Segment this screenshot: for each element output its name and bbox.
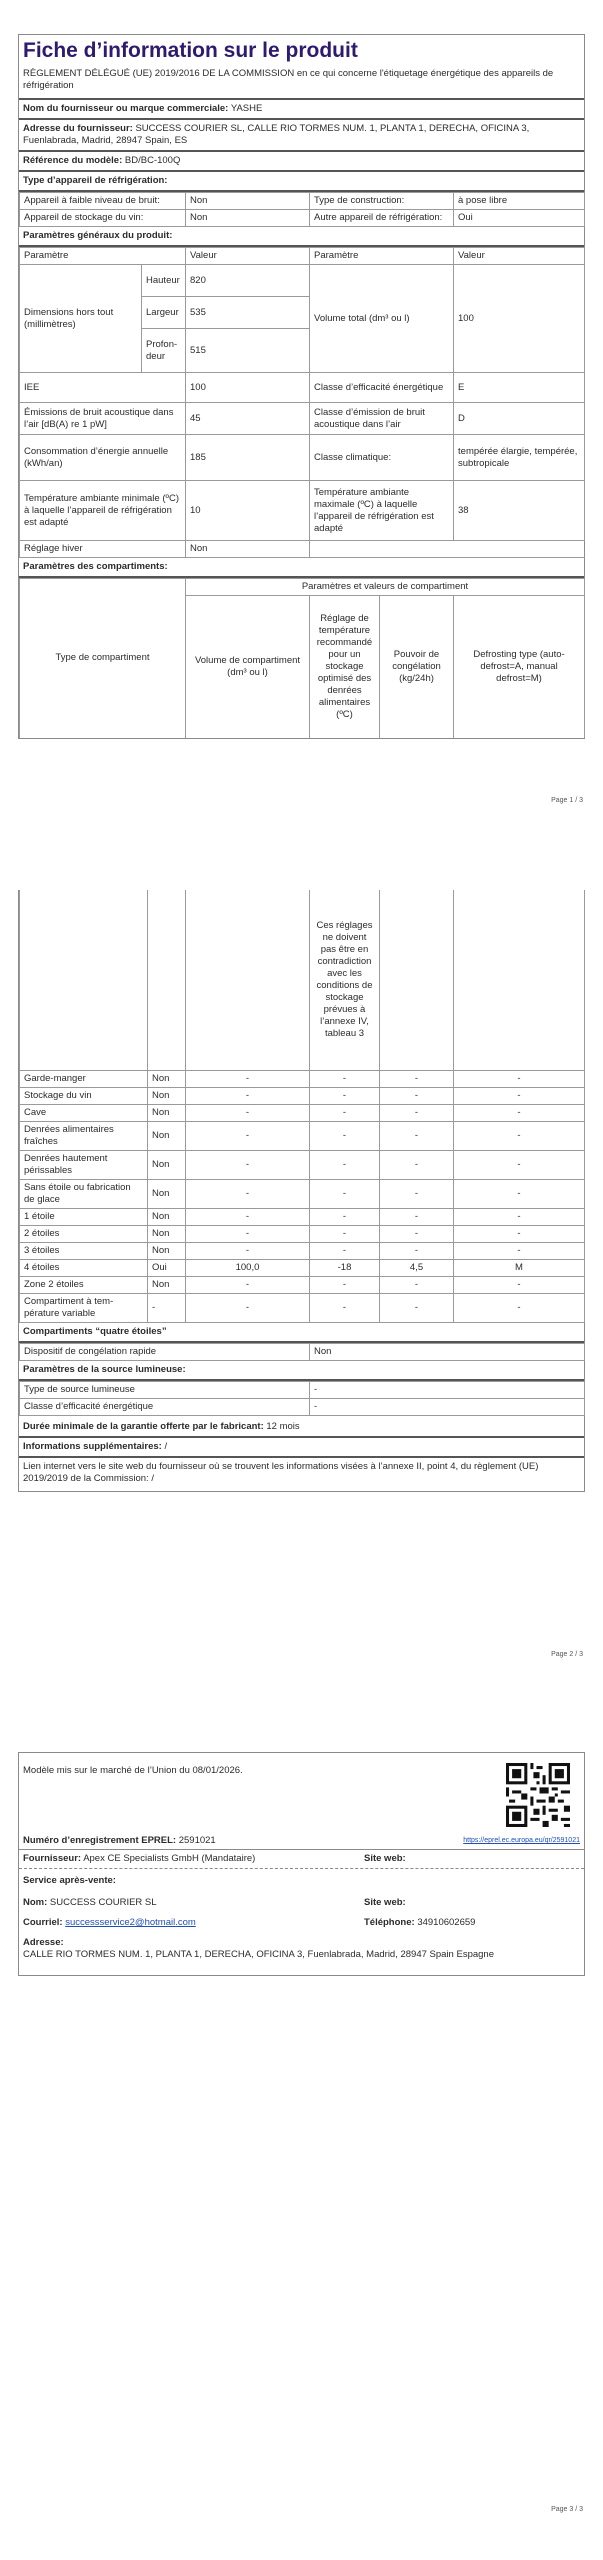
compartment-freeze-cell: 4,5 [380, 1259, 454, 1276]
compartment-present-cell: Non [148, 1104, 186, 1121]
compartment-row [20, 1121, 585, 1150]
winter-label: Réglage hiver [20, 541, 186, 558]
iee-label: IEE [20, 373, 186, 403]
compartment-row [20, 1225, 585, 1242]
compartment-temp-cell: - [310, 1208, 380, 1225]
compartment-temp-cell: - [310, 1104, 380, 1121]
compartment-present-cell: Non [148, 1070, 186, 1087]
after-sales-block [19, 1869, 584, 1975]
other-label: Autre appareil de réfrigération: [310, 210, 454, 227]
compartment-freeze-cell: - [380, 1087, 454, 1104]
compartment-volume-cell: - [186, 1242, 310, 1259]
supplier-link-row [19, 1458, 584, 1491]
noise-value: 45 [186, 403, 310, 435]
compartment-present-cell: Non [148, 1179, 186, 1208]
compartment-name-cell: Stockage du vin [20, 1087, 148, 1104]
height-value: 820 [186, 265, 310, 297]
model-label: Référence du modèle: [23, 155, 123, 166]
cont-type-cell [20, 890, 148, 1070]
compartment-row [20, 1259, 585, 1276]
compartment-present-cell: - [148, 1293, 186, 1322]
eprel-link[interactable]: https://eprel.ec.europa.eu/qr/2591021 [463, 1837, 580, 1844]
eff-class-value: E [454, 373, 585, 403]
eprel-row [23, 1835, 216, 1846]
eprel-value: 2591021 [178, 1835, 216, 1846]
cont-present-cell [148, 890, 186, 1070]
after-sales-heading: Service après-vente: [23, 1875, 116, 1886]
eff-class-label: Classe d’efficacité énergétique [310, 373, 454, 403]
qr-code-icon[interactable] [506, 1763, 570, 1827]
compartment-row [20, 1276, 585, 1293]
compartment-freeze-cell: - [380, 1225, 454, 1242]
supplier-address-row [19, 120, 584, 152]
col-volume-header: Volume de compartiment (dm³ ou l) [186, 596, 310, 738]
max-temp-label: Température ambiante maximale (ºC) à laquelle l’appareil de réfrigération est adapté [310, 481, 454, 541]
depth-value: 515 [186, 329, 310, 373]
compartment-defrost-cell: - [454, 1179, 585, 1208]
volume-value: 100 [454, 265, 585, 373]
compartment-row [20, 1179, 585, 1208]
supplier-address-label: Adresse du fournisseur: [23, 123, 133, 134]
compartment-freeze-cell: - [380, 1104, 454, 1121]
warranty-label: Durée minimale de la garantie offerte par le fabricant: [23, 1420, 264, 1432]
compartment-volume-cell: - [186, 1179, 310, 1208]
supplier-name-label: Nom du fournisseur ou marque commerciale: [23, 103, 229, 114]
four-star-heading: Compartiments “quatre étoiles” [19, 1323, 584, 1343]
as-phone-label: Téléphone: [364, 1917, 415, 1928]
compartment-temp-cell: - [310, 1121, 380, 1150]
col-value-header: Valeur [186, 248, 310, 265]
max-temp-value: 38 [454, 481, 585, 541]
compartment-temp-cell: - [310, 1150, 380, 1179]
general-heading: Paramètres généraux du produit: [19, 227, 584, 247]
compartments-header-table [19, 578, 585, 738]
energy-value: 185 [186, 435, 310, 481]
compartment-temp-cell: - [310, 1225, 380, 1242]
min-temp-value: 10 [186, 481, 310, 541]
col-type-header: Type de compartiment [20, 579, 186, 738]
light-type-value: - [310, 1381, 585, 1398]
noise-class-label: Classe d’émission de bruit acoustique dans l’air [310, 403, 454, 435]
compartment-freeze-cell: - [380, 1179, 454, 1208]
cont-freeze-cell [380, 890, 454, 1070]
col-freeze-header: Pouvoir de congélation (kg/24h) [380, 596, 454, 738]
compartment-name-cell: 3 étoiles [20, 1242, 148, 1259]
compartment-defrost-cell: - [454, 1150, 585, 1179]
compartment-name-cell: Garde-manger [20, 1070, 148, 1087]
compartment-volume-cell: - [186, 1087, 310, 1104]
compartment-name-cell: 1 étoile [20, 1208, 148, 1225]
compartment-row [20, 1150, 585, 1179]
supplier-p3-value: Apex CE Specialists GmbH (Mandataire) [83, 1853, 256, 1864]
compartment-defrost-cell: - [454, 1087, 585, 1104]
compartment-row [20, 1104, 585, 1121]
compartment-volume-cell: - [186, 1104, 310, 1121]
compartment-temp-cell: - [310, 1179, 380, 1208]
compartment-freeze-cell: - [380, 1242, 454, 1259]
compartment-present-cell: Non [148, 1208, 186, 1225]
compartment-row [20, 1242, 585, 1259]
compartment-present-cell: Non [148, 1276, 186, 1293]
col-temp-header-cont: Ces réglages ne doivent pas être en contradiction avec les conditions de stockage prévues à l’annexe IV, tableau 3 [310, 890, 380, 1070]
appliance-type-heading: Type d’appareil de réfrigération: [19, 172, 584, 192]
compartment-present-cell: Non [148, 1225, 186, 1242]
wine-label: Appareil de stockage du vin: [20, 210, 186, 227]
extra-info-value: / [164, 1440, 168, 1452]
col-value-header-2: Valeur [454, 248, 585, 265]
col-param-header: Paramètre [20, 248, 186, 265]
as-name-value: SUCCESS COURIER SL [49, 1897, 157, 1908]
col-defrost-header: Defrosting type (auto-defrost=A, manual defrost=M) [454, 596, 585, 738]
model-row [19, 152, 584, 172]
compartment-present-cell: Non [148, 1150, 186, 1179]
compartment-freeze-cell: - [380, 1293, 454, 1322]
light-heading: Paramètres de la source lumineuse: [19, 1361, 584, 1381]
warranty-value: 12 mois [266, 1420, 300, 1432]
eprel-label: Numéro d’enregistrement EPREL: [23, 1835, 177, 1846]
col-param-header-2: Paramètre [310, 248, 454, 265]
compartment-defrost-cell: - [454, 1070, 585, 1087]
compartment-row [20, 1208, 585, 1225]
depth-label: Profondeur [142, 329, 186, 373]
light-type-label: Type de source lumineuse [20, 1381, 310, 1398]
extra-info-label: Informations supplémentaires: [23, 1440, 162, 1452]
width-label: Largeur [142, 297, 186, 329]
light-class-label: Classe d’efficacité énergétique [20, 1398, 310, 1415]
page-number-1: Page 1 / 3 [551, 797, 583, 804]
min-temp-label: Température ambiante minimale (ºC) à laquelle l’appareil de réfrigération est adapté [20, 481, 186, 541]
compartment-name-cell: Sans étoile ou fabrication de glace [20, 1179, 148, 1208]
compartment-row [20, 1070, 585, 1087]
compartment-freeze-cell: - [380, 1276, 454, 1293]
winter-empty [310, 541, 585, 558]
compartment-name-cell: Denrées hautement périssables [20, 1150, 148, 1179]
compartment-volume-cell: - [186, 1293, 310, 1322]
height-label: Hauteur [142, 265, 186, 297]
noise-class-value: D [454, 403, 585, 435]
compartment-present-cell: Non [148, 1087, 186, 1104]
compartment-present-cell: Non [148, 1121, 186, 1150]
compartment-defrost-cell: - [454, 1225, 585, 1242]
compartments-table [19, 890, 585, 1323]
compartment-defrost-cell: - [454, 1293, 585, 1322]
compartment-name-cell: Cave [20, 1104, 148, 1121]
compartment-defrost-cell: M [454, 1259, 585, 1276]
wine-value: Non [186, 210, 310, 227]
compartment-volume-cell: - [186, 1121, 310, 1150]
compartment-temp-cell: - [310, 1087, 380, 1104]
compartment-defrost-cell: - [454, 1104, 585, 1121]
compartment-temp-cell: - [310, 1070, 380, 1087]
as-website-label: Site web: [364, 1897, 406, 1908]
supplier-link-value: / [151, 1472, 154, 1484]
compartment-row [20, 1087, 585, 1104]
dims-label: Dimensions hors tout (millimètres) [20, 265, 142, 373]
low-noise-label: Appareil à faible niveau de bruit: [20, 193, 186, 210]
supplier-link-text: Lien internet vers le site web du fournisseur où se trouvent les informations visées à l’annexe II, point 4, du règlement (UE) 2019/2019 de la Commission: [23, 1460, 539, 1484]
page-title: Fiche d’information sur le produit [23, 39, 358, 62]
compartment-volume-cell: - [186, 1150, 310, 1179]
market-date-text: Modèle mis sur le marché de l’Union du 08/01/2026. [23, 1765, 243, 1776]
as-name-label: Nom: [23, 1897, 48, 1908]
supplier-p3-row [19, 1850, 584, 1869]
supplier-name-row [19, 100, 584, 120]
regulation-text: RÈGLEMENT DÉLÉGUÉ (UE) 2019/2016 DE LA COMMISSION en ce qui concerne l'étiquetage énergétique des appareils de réfrigération [19, 65, 584, 100]
compartment-freeze-cell: - [380, 1121, 454, 1150]
compartment-volume-cell: 100,0 [186, 1259, 310, 1276]
cont-volume-cell [186, 890, 310, 1070]
warranty-row [19, 1418, 584, 1438]
energy-label: Consommation d’énergie annuelle (kWh/an) [20, 435, 186, 481]
other-value: Oui [454, 210, 585, 227]
low-noise-value: Non [186, 193, 310, 210]
page-number-3: Page 3 / 3 [551, 2506, 583, 2513]
page-2-sheet [18, 890, 585, 1492]
appliance-type-table [19, 192, 585, 227]
compartment-temp-cell: - [310, 1293, 380, 1322]
model-value: BD/BC-100Q [124, 155, 181, 166]
compartment-volume-cell: - [186, 1208, 310, 1225]
compartment-name-cell: Compartiment à température variable [20, 1293, 148, 1322]
as-phone-value: 34910602659 [417, 1917, 476, 1928]
compartment-freeze-cell: - [380, 1208, 454, 1225]
light-class-value: - [310, 1398, 585, 1415]
compartment-present-cell: Non [148, 1242, 186, 1259]
construction-label: Type de construction: [310, 193, 454, 210]
compartment-volume-cell: - [186, 1225, 310, 1242]
compartment-defrost-cell: - [454, 1121, 585, 1150]
supplier-address-value: SUCCESS COURIER SL, CALLE RIO TORMES NUM. 1, PLANTA 1, DERECHA, OFICINA 3, Fuenlabrada, Madrid, 28947 Spain, ES [23, 123, 530, 146]
compartment-freeze-cell: - [380, 1070, 454, 1087]
compartment-name-cell: 2 étoiles [20, 1225, 148, 1242]
compartment-volume-cell: - [186, 1070, 310, 1087]
compartment-present-cell: Oui [148, 1259, 186, 1276]
compartment-freeze-cell: - [380, 1150, 454, 1179]
climate-value: tempérée élargie, tempérée, subtropicale [454, 435, 585, 481]
website-label: Site web: [364, 1853, 406, 1864]
iee-value: 100 [186, 373, 310, 403]
compartment-name-cell: Zone 2 étoiles [20, 1276, 148, 1293]
fast-freeze-label: Dispositif de congélation rapide [20, 1343, 310, 1360]
group-header: Paramètres et valeurs de compartiment [186, 579, 585, 596]
noise-label: Émissions de bruit acoustique dans l’air [dB(A) re 1 pW] [20, 403, 186, 435]
as-email-label: Courriel: [23, 1917, 63, 1928]
market-date-block [19, 1753, 584, 1850]
width-value: 535 [186, 297, 310, 329]
compartment-defrost-cell: - [454, 1242, 585, 1259]
light-table [19, 1381, 585, 1416]
page-3-sheet [18, 1752, 585, 1976]
general-table [19, 247, 585, 558]
extra-info-row [19, 1438, 584, 1458]
volume-label: Volume total (dm³ ou l) [310, 265, 454, 373]
cont-defrost-cell [454, 890, 585, 1070]
four-star-table [19, 1343, 585, 1361]
compartment-temp-cell: - [310, 1276, 380, 1293]
col-temp-header: Réglage de température recommandé pour un stockage optimisé des denrées alimentaires (ºC) [310, 596, 380, 738]
compartment-volume-cell: - [186, 1276, 310, 1293]
as-address-label: Adresse: [23, 1937, 64, 1948]
winter-value: Non [186, 541, 310, 558]
construction-value: à pose libre [454, 193, 585, 210]
compartment-temp-cell: - [310, 1242, 380, 1259]
fast-freeze-value: Non [310, 1343, 585, 1360]
compartments-heading: Paramètres des compartiments: [19, 558, 584, 578]
supplier-p3-label: Fournisseur: [23, 1853, 82, 1864]
compartment-temp-cell: -18 [310, 1259, 380, 1276]
compartment-row [20, 1293, 585, 1322]
compartment-defrost-cell: - [454, 1276, 585, 1293]
compartment-defrost-cell: - [454, 1208, 585, 1225]
page-number-2: Page 2 / 3 [551, 1651, 583, 1658]
as-address-value: CALLE RIO TORMES NUM. 1, PLANTA 1, DERECHA, OFICINA 3, Fuenlabrada, Madrid, 28947 Spain Espagne [23, 1949, 494, 1960]
compartment-name-cell: 4 étoiles [20, 1259, 148, 1276]
supplier-name-value: YASHE [230, 103, 263, 114]
as-email-link[interactable]: successservice2@hotmail.com [65, 1917, 196, 1928]
compartment-name-cell: Denrées alimentaires fraîches [20, 1121, 148, 1150]
climate-label: Classe climatique: [310, 435, 454, 481]
page-1-sheet [18, 34, 585, 739]
